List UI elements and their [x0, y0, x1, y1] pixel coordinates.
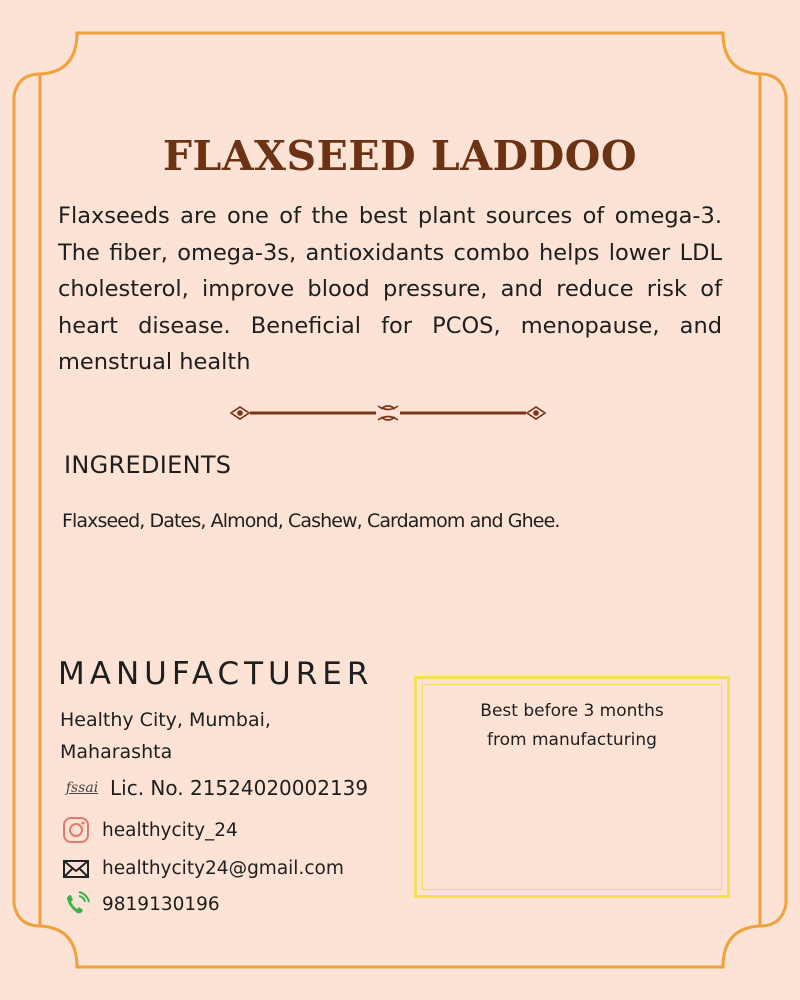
ingredients-heading: INGREDIENTS [64, 451, 232, 479]
product-description: Flaxseeds are one of the best plant sources of omega-3. The fiber, omega-3s, antioxidants combo helps lower LDL cholesterol, improve blood pressure, and reduce risk of heart disease. Beneficial for PCOS, menopause, and menstrual health [58, 203, 722, 375]
best-before-line-1: Best before 3 months [480, 701, 664, 721]
best-before-text [417, 697, 727, 755]
product-title: FLAXSEED LADDOO [162, 132, 638, 180]
manufacturer-heading: MANUFACTURER [58, 656, 374, 692]
license-number: Lic. No. 21524020002139 [110, 776, 369, 800]
email-address[interactable]: healthycity24@gmail.com [102, 857, 344, 879]
instagram-handle[interactable]: healthycity_24 [102, 819, 238, 841]
instagram-icon [60, 814, 92, 846]
ornament-divider-icon [228, 400, 548, 426]
address-line-1: Healthy City, Mumbai, [60, 709, 271, 731]
instagram-row[interactable] [60, 814, 238, 846]
address-line-2: Maharashta [60, 741, 173, 763]
best-before-line-2: from manufacturing [487, 730, 657, 750]
fssai-logo-icon: fssai [65, 780, 99, 796]
email-row[interactable] [60, 852, 344, 884]
phone-number[interactable]: 9819130196 [102, 893, 220, 915]
mail-icon [60, 852, 92, 884]
manufacturer-address [60, 704, 360, 768]
best-before-box [414, 676, 730, 898]
license-row [60, 772, 368, 804]
ingredients-list: Flaxseed, Dates, Almond, Cashew, Cardamom and Ghee. [62, 510, 560, 532]
phone-icon [60, 888, 92, 920]
phone-row[interactable] [60, 888, 220, 920]
